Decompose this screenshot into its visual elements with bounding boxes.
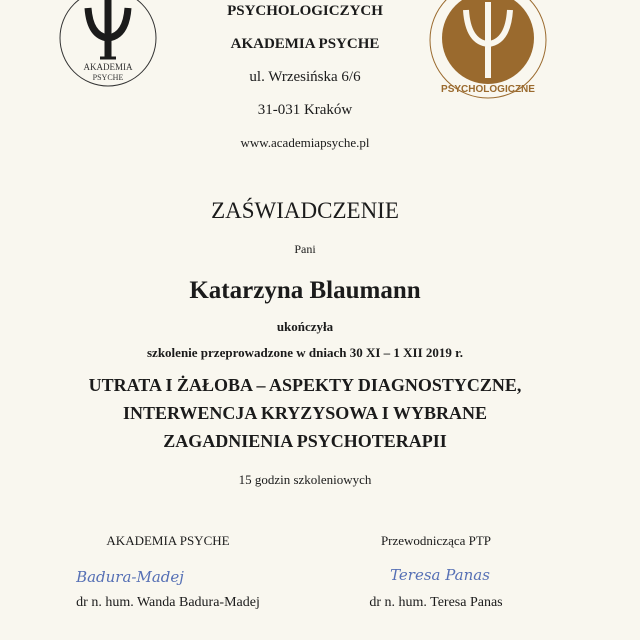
header-line-1: PSYCHOLOGICZYCH xyxy=(227,3,383,19)
svg-text:AKADEMIA: AKADEMIA xyxy=(83,62,133,72)
handwritten-signature-right: Teresa Panas xyxy=(390,566,490,584)
completed-text: ukończyła xyxy=(276,319,334,334)
course-title-line-2: INTERWENCJA KRYZYSOWA I WYBRANE xyxy=(123,403,487,423)
svg-text:PSYCHE: PSYCHE xyxy=(92,73,124,82)
signatory-name-right: dr n. hum. Teresa Panas xyxy=(369,595,503,610)
header-line-2: AKADEMIA PSYCHE xyxy=(230,36,380,52)
signature-label-right: Przewodnicząca PTP xyxy=(380,533,492,548)
salutation: Pani xyxy=(294,242,316,256)
website: www.academiapsyche.pl xyxy=(240,135,370,150)
signature-label-left: AKADEMIA PSYCHE xyxy=(106,533,230,548)
svg-text:PSYCHOLOGICZNE: PSYCHOLOGICZNE xyxy=(441,84,535,95)
address-street: ul. Wrzesińska 6/6 xyxy=(249,69,361,85)
course-title-line-1: UTRATA I ŻAŁOBA – ASPEKTY DIAGNOSTYCZNE, xyxy=(88,375,522,395)
address-city: 31-031 Kraków xyxy=(257,102,353,118)
course-title-line-3: ZAGADNIENIA PSYCHOTERAPII xyxy=(163,431,447,451)
handwritten-signature-left: Badura-Madej xyxy=(76,568,184,586)
signatory-name-left: dr n. hum. Wanda Badura-Madej xyxy=(76,595,260,610)
recipient-name: Katarzyna Blaumann xyxy=(189,277,421,304)
training-dates: szkolenie przeprowadzone w dniach 30 XI – 1 XII 2019 r. xyxy=(147,345,463,360)
page-title: ZAŚWIADCZENIE xyxy=(211,198,399,223)
hours: 15 godzin szkoleniowych xyxy=(238,472,372,487)
